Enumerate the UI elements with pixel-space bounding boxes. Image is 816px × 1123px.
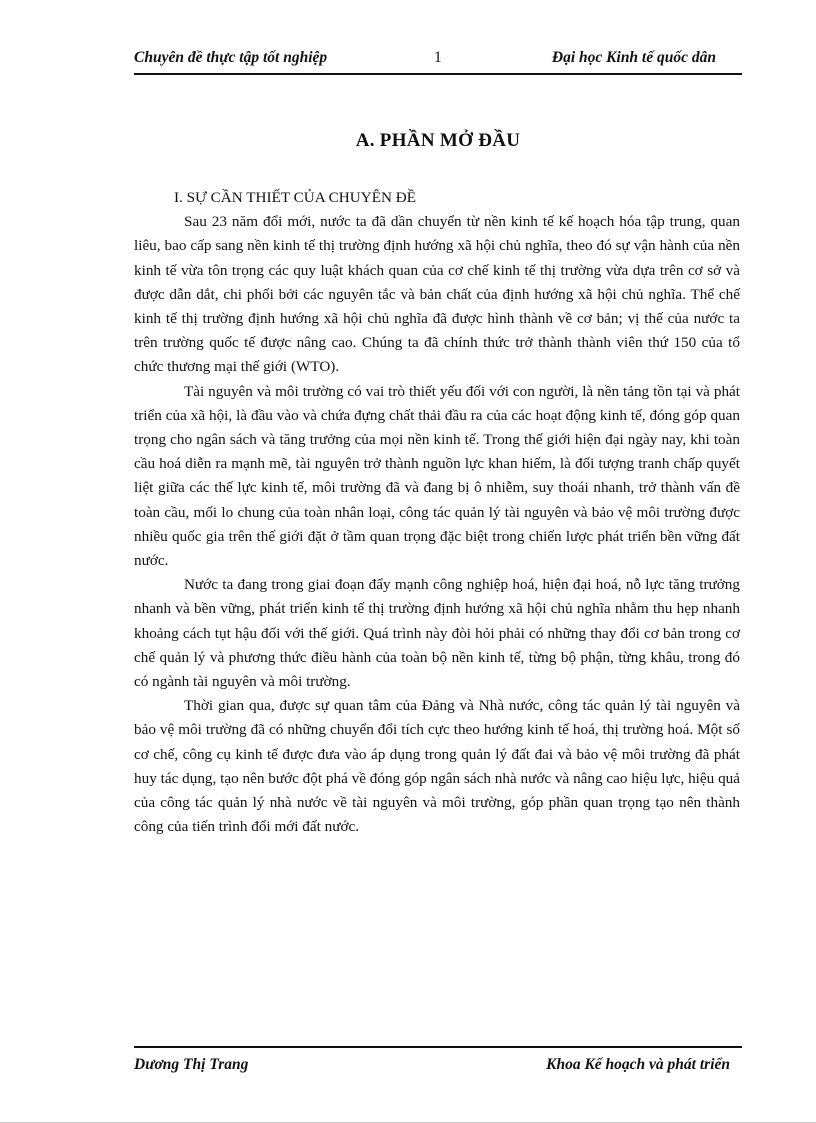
header-university: Đại học Kinh tế quốc dân <box>551 49 716 66</box>
paragraph: Thời gian qua, được sự quan tâm của Đảng và Nhà nước, công tác quản lý tài nguyên và bảo vệ môi trường đã có những chuyển đổi tích cực theo hướng kinh tế hoá, thị trường hoá. Một số cơ chế, công cụ kinh tế được đưa vào áp dụng trong quản lý đất đai và bảo vệ môi trường đã phát huy tác dụng, tạo nên bước đột phá về đóng góp ngân sách nhà nước và nâng cao hiệu lực, hiệu quả của công tác quản lý nhà nước về tài nguyên và môi trường, góp phần quan trọng tạo nên thành công của tiến trình đổi mới đất nước. <box>134 697 740 836</box>
section-heading: I. SỰ CẦN THIẾT CỦA CHUYÊN ĐỀ <box>174 189 416 206</box>
paragraph: Nước ta đang trong giai đoạn đẩy mạnh công nghiệp hoá, hiện đại hoá, nỗ lực tăng trưởng nhanh và bền vững, phát triển kinh tế thị trường định hướng xã hội chủ nghĩa nhằm thu hẹp nhanh khoảng cách tụt hậu đối với thế giới. Quá trình này đòi hỏi phải có những thay đổi cơ bản trong cơ chế quản lý và phương thức điều hành của toàn bộ nền kinh tế, từng bộ phận, từng khâu, trong đó có ngành tài nguyên và môi trường. <box>134 576 740 691</box>
page-footer <box>134 1046 742 1078</box>
footer-author: Dương Thị Trang <box>134 1056 249 1073</box>
paragraph: Sau 23 năm đổi mới, nước ta đã dần chuyển từ nền kinh tế kế hoạch hóa tập trung, quan liêu, bao cấp sang nền kinh tế thị trường định hướng xã hội chủ nghĩa, theo đó sự vận hành của nền kinh tế vừa tôn trọng các quy luật khách quan của cơ chế kinh tế thị trường vừa dựa trên cơ sở và được dẫn dắt, chi phối bởi các nguyên tắc và bản chất của định hướng xã hội chủ nghĩa. Thể chế kinh tế thị trường định hướng xã hội chủ nghĩa đã được hình thành về cơ bản; vị thế của nước ta trên trường quốc tế được nâng cao. Chúng ta đã chính thức trở thành thành viên thứ 150 của tổ chức thương mại thế giới (WTO). <box>134 213 740 376</box>
header-document-type: Chuyên đề thực tập tốt nghiệp <box>134 49 328 66</box>
page-number: 1 <box>434 49 442 66</box>
paragraph: Tài nguyên và môi trường có vai trò thiết yếu đối với con người, là nền tảng tồn tại và phát triển của xã hội, là đầu vào và chứa đựng chất thải đầu ra của các hoạt động kinh tế, đóng góp quan trọng cho ngân sách và tăng trưởng của mọi nền kinh tế. Trong thế giới hiện đại ngày nay, khi toàn cầu hoá diễn ra mạnh mẽ, tài nguyên trở thành nguồn lực khan hiếm, là đối tượng tranh chấp quyết liệt giữa các thế lực kinh tế, môi trường đã và đang bị ô nhiễm, suy thoái nhanh, trở thành vấn đề toàn cầu, mối lo chung của toàn nhân loại, công tác quản lý tài nguyên và bảo vệ môi trường được nhiều quốc gia trên thế giới đặt ở tầm quan trọng đặc biệt trong chiến lược phát triển bền vững đất nước. <box>134 382 740 570</box>
footer-faculty: Khoa Kế hoạch và phát triển <box>546 1056 730 1073</box>
body-content <box>134 186 740 839</box>
page-header <box>134 47 742 75</box>
page-title: A. PHẦN MỞ ĐẦU <box>355 130 521 151</box>
